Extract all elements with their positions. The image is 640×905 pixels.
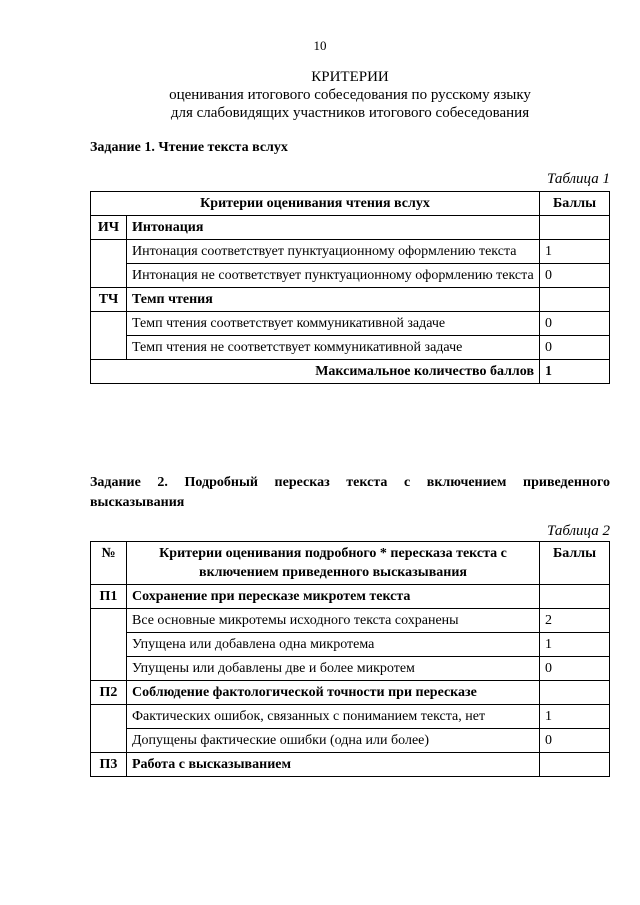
criterion-description: Все основные микротемы исходного текста сохранены [127, 609, 540, 633]
table1-caption: Таблица 1 [547, 171, 610, 187]
table1-section-row [91, 288, 610, 312]
table1-col-score: Баллы [540, 192, 610, 216]
criterion-score: 1 [540, 240, 610, 264]
table-row [91, 609, 610, 633]
table2-header-row [91, 542, 610, 585]
empty-code-cell [91, 609, 127, 681]
table-row [91, 336, 610, 360]
table2-col-score: Баллы [540, 542, 610, 585]
table2-section-row [91, 753, 610, 777]
empty-score-cell [540, 288, 610, 312]
criterion-description: Допущены фактические ошибки (одна или более) [127, 729, 540, 753]
empty-score-cell [540, 681, 610, 705]
criterion-score: 0 [540, 312, 610, 336]
criterion-description: Упущена или добавлена одна микротема [127, 633, 540, 657]
page-number: 10 [313, 38, 327, 53]
criterion-code: П1 [91, 585, 127, 609]
criterion-score: 1 [540, 633, 610, 657]
empty-score-cell [540, 585, 610, 609]
criterion-score: 0 [540, 729, 610, 753]
table-row [91, 729, 610, 753]
table1-col-criteria: Критерии оценивания чтения вслух [91, 192, 540, 216]
criterion-title: Соблюдение фактологической точности при пересказе [127, 681, 540, 705]
table-row [91, 312, 610, 336]
table2-col-criteria: Критерии оценивания подробного * пересказа текста с включением приведенного высказывания [127, 542, 540, 585]
criterion-title: Интонация [127, 216, 540, 240]
table1-section-row [91, 216, 610, 240]
max-score-label: Максимальное количество баллов [91, 360, 540, 384]
task1-heading: Задание 1. Чтение текста вслух [90, 140, 288, 155]
criterion-score: 1 [540, 705, 610, 729]
criterion-description: Темп чтения соответствует коммуникативной задаче [127, 312, 540, 336]
criterion-score: 0 [540, 264, 610, 288]
criterion-description: Темп чтения не соответствует коммуникативной задаче [127, 336, 540, 360]
criterion-code: П3 [91, 753, 127, 777]
criterion-title: Сохранение при пересказе микротем текста [127, 585, 540, 609]
max-score-value: 1 [540, 360, 610, 384]
empty-code-cell [91, 705, 127, 753]
table-row [91, 633, 610, 657]
table2-section-row [91, 585, 610, 609]
criterion-score: 0 [540, 336, 610, 360]
empty-code-cell [91, 240, 127, 288]
document-subtitle-line1: оценивания итогового собеседования по русскому языку [169, 87, 531, 103]
criterion-code: ИЧ [91, 216, 127, 240]
table1 [90, 191, 610, 384]
table-row [91, 705, 610, 729]
criterion-code: П2 [91, 681, 127, 705]
table1-total-row [91, 360, 610, 384]
criterion-description: Интонация соответствует пунктуационному оформлению текста [127, 240, 540, 264]
empty-score-cell [540, 753, 610, 777]
document-title: КРИТЕРИИ [311, 69, 389, 85]
criterion-title: Темп чтения [127, 288, 540, 312]
table-row [91, 240, 610, 264]
table2-section-row [91, 681, 610, 705]
table-row [91, 264, 610, 288]
task2-heading: Задание 2. Подробный пересказ текста с включением приведенного высказывания [90, 475, 610, 510]
criterion-score: 2 [540, 609, 610, 633]
document-header [90, 68, 610, 122]
criterion-description: Фактических ошибок, связанных с пониманием текста, нет [127, 705, 540, 729]
empty-code-cell [91, 312, 127, 360]
criterion-code: ТЧ [91, 288, 127, 312]
document-subtitle-line2: для слабовидящих участников итогового собеседования [170, 105, 530, 121]
criterion-description: Интонация не соответствует пунктуационному оформлению текста [127, 264, 540, 288]
criterion-score: 0 [540, 657, 610, 681]
table1-header-row [91, 192, 610, 216]
empty-score-cell [540, 216, 610, 240]
table-row [91, 657, 610, 681]
table2-col-num: № [91, 542, 127, 585]
criterion-title: Работа с высказыванием [127, 753, 540, 777]
table2 [90, 541, 610, 777]
table2-caption: Таблица 2 [547, 523, 610, 539]
criterion-description: Упущены или добавлены две и более микротем [127, 657, 540, 681]
